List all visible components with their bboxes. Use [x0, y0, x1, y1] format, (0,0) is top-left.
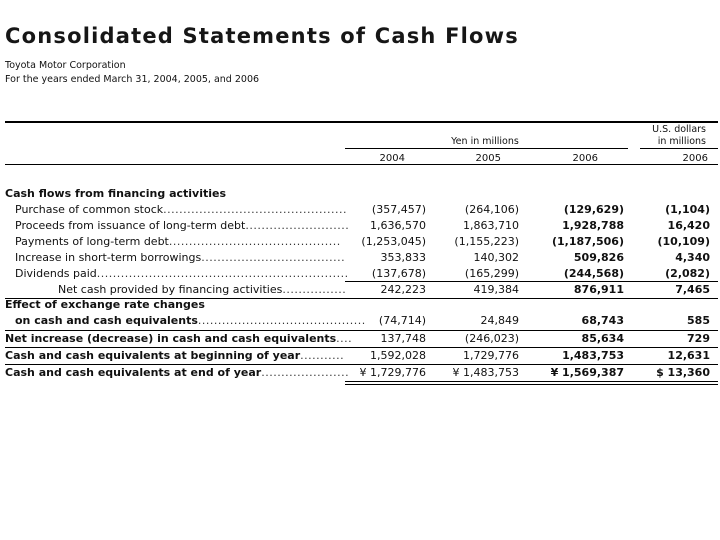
row-label: Net cash provided by financing activities................ — [58, 283, 347, 296]
year-2005: 2005 — [475, 153, 501, 164]
yen-header-rule — [345, 148, 628, 149]
value-2004: (74,714) — [378, 314, 426, 327]
row-label: Payments of long-term debt........................................... — [15, 235, 341, 248]
value-2004: 1,636,570 — [370, 219, 426, 232]
section-rule — [5, 347, 718, 348]
value-2006: 876,911 — [573, 283, 624, 296]
top-rule — [5, 121, 718, 123]
subtotal-rule — [345, 281, 718, 282]
year-2006-usd: 2006 — [682, 153, 708, 164]
value-2005: 1,863,710 — [463, 219, 519, 232]
value-usd: (2,082) — [665, 267, 710, 280]
value-usd: (10,109) — [657, 235, 710, 248]
value-usd: 12,631 — [667, 349, 710, 362]
value-2004: ¥ 1,729,776 — [359, 366, 426, 379]
value-2005: ¥ 1,483,753 — [452, 366, 519, 379]
value-2004: (357,457) — [371, 203, 426, 216]
value-2005: 24,849 — [480, 314, 519, 327]
row-label: Net increase (decrease) in cash and cash equivalents.... — [5, 332, 353, 345]
value-2005: (165,299) — [464, 267, 519, 280]
section-rule — [5, 330, 718, 331]
beginning-row — [0, 349, 720, 365]
value-2005: 140,302 — [473, 251, 519, 264]
row-label: on cash and cash equivalents.......................................... — [15, 314, 366, 327]
table-row — [0, 219, 720, 235]
net-increase-row — [0, 332, 720, 348]
row-label: Dividends paid............................................................... — [15, 267, 349, 280]
table-row — [0, 235, 720, 251]
value-2006: ¥ 1,569,387 — [550, 366, 624, 379]
usd-header-label-1: U.S. dollars — [652, 124, 706, 135]
value-usd: 585 — [687, 314, 710, 327]
value-2005: 419,384 — [473, 283, 519, 296]
value-2006: (244,568) — [563, 267, 624, 280]
value-2006: 68,743 — [581, 314, 624, 327]
usd-header-rule — [640, 148, 718, 149]
exchange-row — [0, 314, 720, 330]
value-2006: 1,928,788 — [562, 219, 624, 232]
value-2006: 1,483,753 — [562, 349, 624, 362]
year-header-rule — [5, 164, 718, 165]
value-2005: (264,106) — [464, 203, 519, 216]
row-label: Proceeds from issuance of long-term debt.......................... — [15, 219, 350, 232]
page-title: Consolidated Statements of Cash Flows — [5, 24, 519, 48]
section-rule — [5, 364, 718, 365]
bottom-rule-1 — [345, 381, 718, 382]
reporting-period: For the years ended March 31, 2004, 2005, and 2006 — [5, 74, 260, 85]
value-usd: $ 13,360 — [656, 366, 710, 379]
value-2005: (246,023) — [464, 332, 519, 345]
value-2006: 85,634 — [581, 332, 624, 345]
ending-row — [0, 366, 720, 382]
bottom-rule-2 — [345, 384, 718, 385]
net-financing-row — [0, 283, 720, 299]
table-row — [0, 251, 720, 267]
table-row — [0, 203, 720, 219]
value-2006: (1,187,506) — [552, 235, 624, 248]
value-2004: (137,678) — [371, 267, 426, 280]
value-2004: (1,253,045) — [361, 235, 426, 248]
year-2004: 2004 — [379, 153, 405, 164]
value-2004: 353,833 — [380, 251, 426, 264]
value-2006: (129,629) — [563, 203, 624, 216]
value-usd: 16,420 — [667, 219, 710, 232]
usd-header-label-2: in millions — [657, 136, 706, 147]
section-financing-heading: Cash flows from financing activities — [5, 187, 227, 200]
row-label: Cash and cash equivalents at beginning of year........... — [5, 349, 345, 362]
value-2006: 509,826 — [573, 251, 624, 264]
value-usd: 4,340 — [675, 251, 710, 264]
exchange-heading: Effect of exchange rate changes — [5, 298, 205, 311]
row-label: Cash and cash equivalents at end of year...................... — [5, 366, 350, 379]
value-2005: (1,155,223) — [454, 235, 519, 248]
value-2004: 137,748 — [380, 332, 426, 345]
value-usd: 7,465 — [675, 283, 710, 296]
value-2004: 1,592,028 — [370, 349, 426, 362]
value-2005: 1,729,776 — [463, 349, 519, 362]
value-usd: (1,104) — [665, 203, 710, 216]
company-name: Toyota Motor Corporation — [5, 60, 126, 71]
yen-header-label: Yen in millions — [451, 136, 519, 147]
row-label: Purchase of common stock.............................................. — [15, 203, 347, 216]
value-2004: 242,223 — [380, 283, 426, 296]
row-label: Increase in short-term borrowings.................................... — [15, 251, 346, 264]
value-usd: 729 — [687, 332, 710, 345]
year-2006: 2006 — [572, 153, 598, 164]
